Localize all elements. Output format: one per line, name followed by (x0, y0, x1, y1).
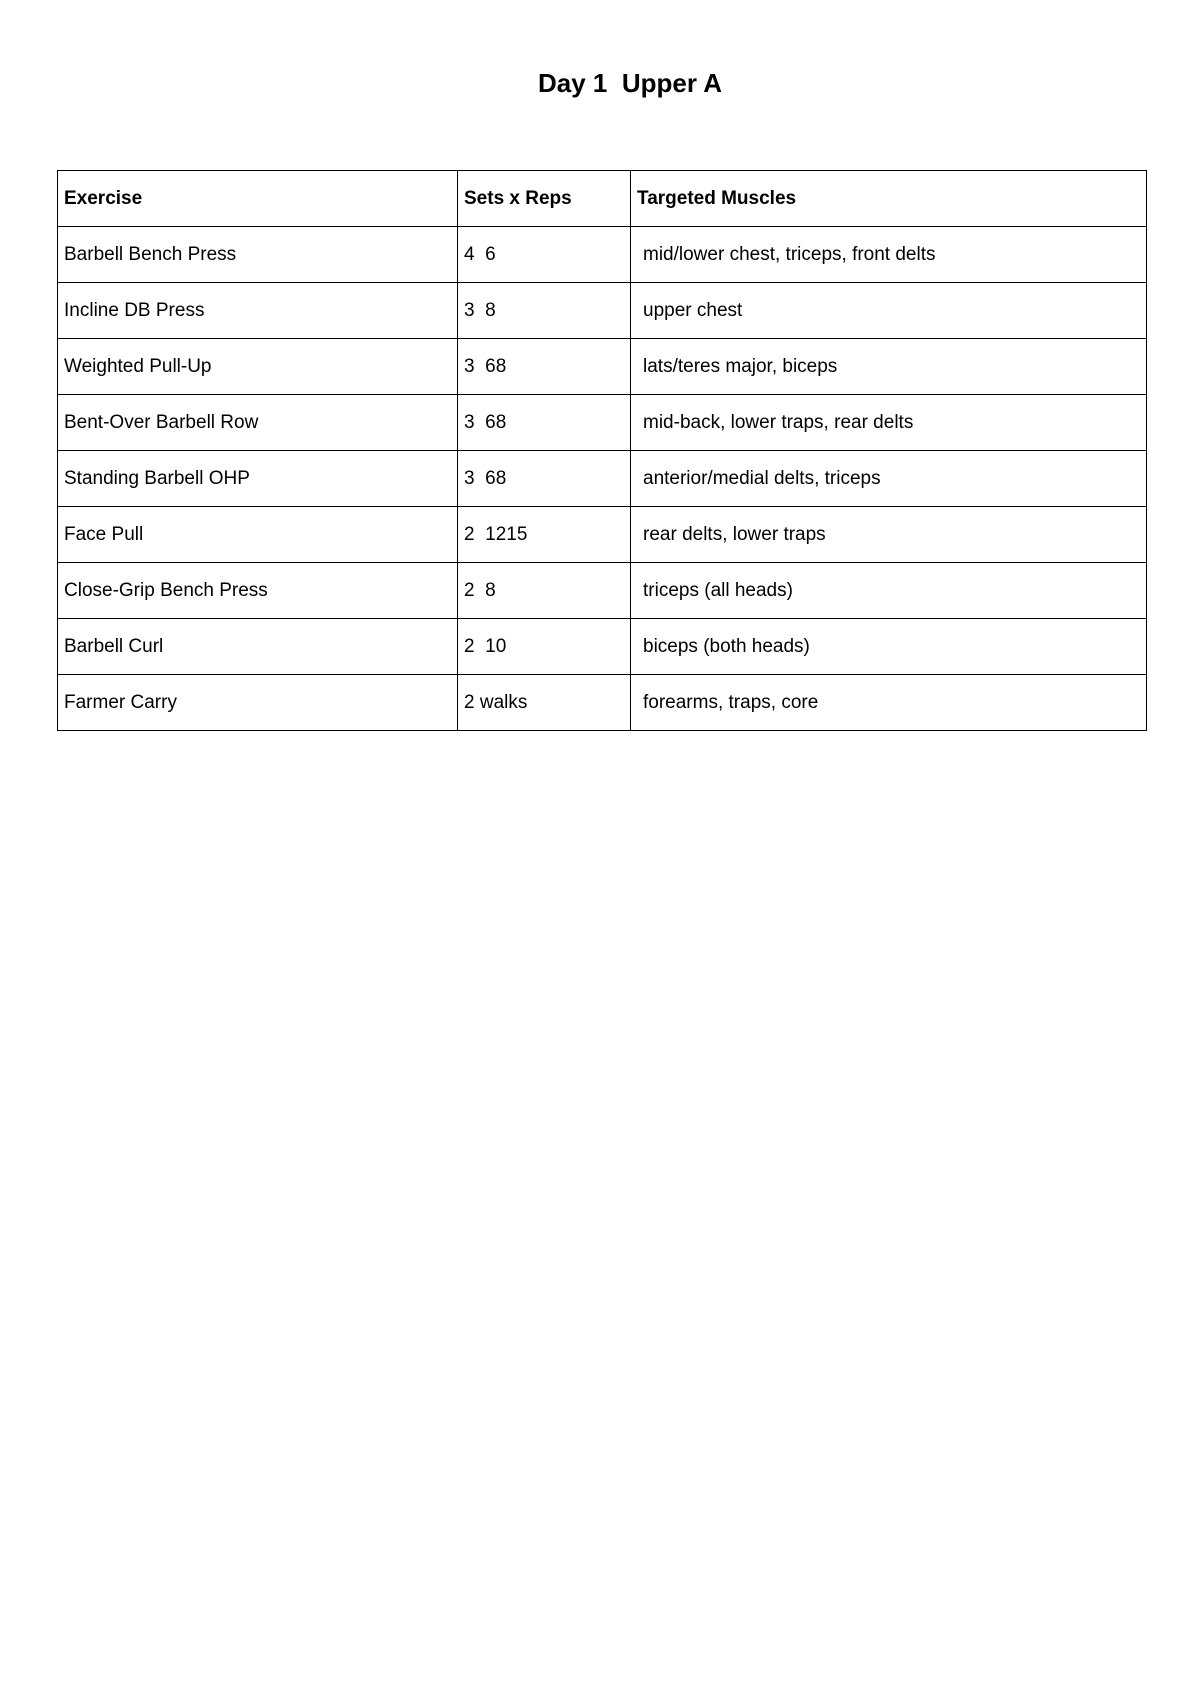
sets-reps-cell: 3 8 (458, 283, 631, 339)
header-exercise: Exercise (58, 171, 458, 227)
muscles-cell: anterior/medial delts, triceps (631, 451, 1147, 507)
table-row (58, 395, 1147, 451)
exercise-cell: Standing Barbell OHP (58, 451, 458, 507)
header-targeted-muscles: Targeted Muscles (631, 171, 1147, 227)
workout-table (57, 170, 1147, 731)
sets-reps-cell: 2 walks (458, 675, 631, 731)
exercise-cell: Barbell Bench Press (58, 227, 458, 283)
page-title: Day 1 Upper A (538, 68, 722, 98)
muscles-cell: biceps (both heads) (631, 619, 1147, 675)
exercise-cell: Close-Grip Bench Press (58, 563, 458, 619)
table-row (58, 339, 1147, 395)
sets-reps-cell: 3 68 (458, 395, 631, 451)
muscles-cell: triceps (all heads) (631, 563, 1147, 619)
muscles-cell: lats/teres major, biceps (631, 339, 1147, 395)
sets-reps-cell: 3 68 (458, 339, 631, 395)
exercise-cell: Bent-Over Barbell Row (58, 395, 458, 451)
sets-reps-cell: 2 10 (458, 619, 631, 675)
sets-reps-cell: 4 6 (458, 227, 631, 283)
sets-reps-cell: 2 8 (458, 563, 631, 619)
muscles-cell: mid-back, lower traps, rear delts (631, 395, 1147, 451)
muscles-cell: rear delts, lower traps (631, 507, 1147, 563)
table-row (58, 283, 1147, 339)
sets-reps-cell: 3 68 (458, 451, 631, 507)
muscles-cell: upper chest (631, 283, 1147, 339)
table-row (58, 675, 1147, 731)
sets-reps-cell: 2 1215 (458, 507, 631, 563)
exercise-cell: Face Pull (58, 507, 458, 563)
table-row (58, 451, 1147, 507)
exercise-cell: Weighted Pull-Up (58, 339, 458, 395)
header-sets-reps: Sets x Reps (458, 171, 631, 227)
exercise-cell: Incline DB Press (58, 283, 458, 339)
muscles-cell: forearms, traps, core (631, 675, 1147, 731)
table-header-row (58, 171, 1147, 227)
table-row (58, 507, 1147, 563)
table-row (58, 619, 1147, 675)
table-row (58, 563, 1147, 619)
exercise-cell: Barbell Curl (58, 619, 458, 675)
muscles-cell: mid/lower chest, triceps, front delts (631, 227, 1147, 283)
exercise-cell: Farmer Carry (58, 675, 458, 731)
table-row (58, 227, 1147, 283)
